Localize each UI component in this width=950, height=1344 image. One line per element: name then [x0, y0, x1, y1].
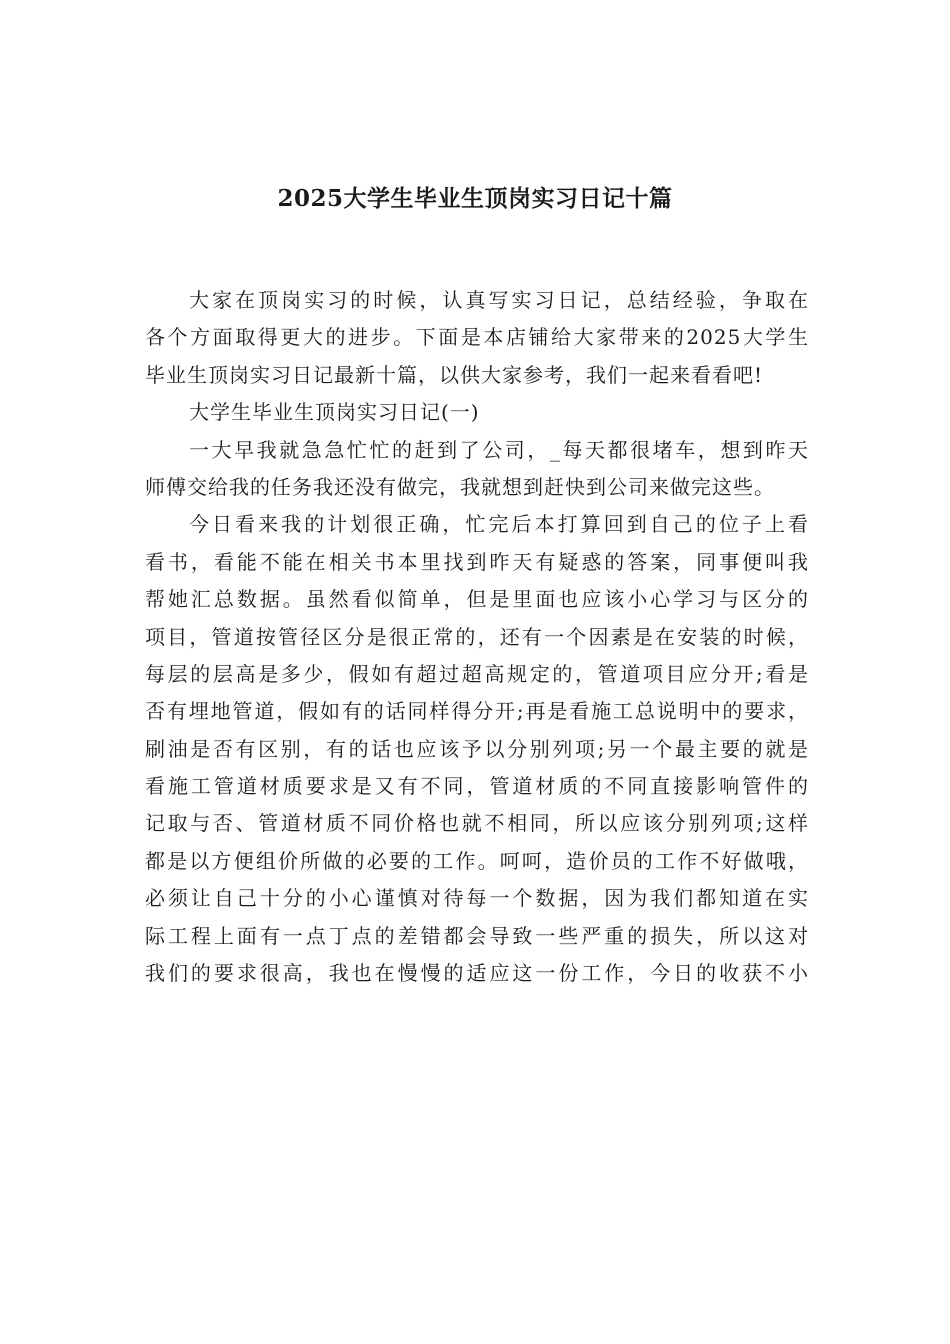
intro-paragraph-line-2: 各个方面取得更大的进步。下面是本店铺给大家带来的2025大学生: [145, 325, 809, 350]
paragraph-line: 项目，管道按管径区分是很正常的，还有一个因素是在安装的时候，: [145, 624, 809, 649]
paragraph-line: 际工程上面有一点丁点的差错都会导致一些严重的损失，所以这对: [145, 923, 809, 948]
document-body: [145, 282, 809, 992]
paragraph-line: 否有埋地管道，假如有的话同样得分开;再是看施工总说明中的要求，: [145, 699, 809, 724]
paragraph-line: 我们的要求很高，我也在慢慢的适应这一份工作，今日的收获不小: [145, 961, 809, 986]
paragraph-line: 都是以方便组价所做的必要的工作。呵呵，造价员的工作不好做哦，: [145, 848, 809, 873]
paragraph-line: 师傅交给我的任务我还没有做完，我就想到赶快到公司来做完这些。: [145, 474, 775, 499]
paragraph-line: 一大早我就急急忙忙的赶到了公司，_每天都很堵车，想到昨天: [189, 437, 809, 462]
paragraph-line: 看书，看能不能在相关书本里找到昨天有疑惑的答案，同事便叫我: [145, 549, 809, 574]
section-heading: 大学生毕业生顶岗实习日记(一): [189, 400, 480, 425]
intro-paragraph-line-3: 毕业生顶岗实习日记最新十篇，以供大家参考，我们一起来看看吧!: [145, 362, 764, 387]
paragraph-line: 看施工管道材质要求是又有不同，管道材质的不同直接影响管件的: [145, 774, 809, 799]
document-title: 2025大学生毕业生顶岗实习日记十篇: [277, 185, 673, 212]
intro-paragraph-line-1: 大家在顶岗实习的时候，认真写实习日记，总结经验，争取在: [189, 288, 809, 312]
paragraph-line: 帮她汇总数据。虽然看似简单，但是里面也应该小心学习与区分的: [145, 587, 809, 612]
paragraph-line: 记取与否、管道材质不同价格也就不相同，所以应该分别列项;这样: [145, 811, 809, 836]
paragraph-line: 每层的层高是多少，假如有超过超高规定的，管道项目应分开;看是: [145, 661, 809, 686]
paragraph-line: 必须让自己十分的小心谨慎对待每一个数据，因为我们都知道在实: [145, 886, 809, 911]
paragraph-line: 今日看来我的计划很正确，忙完后本打算回到自己的位子上看: [189, 512, 809, 537]
paragraph-line: 刷油是否有区别，有的话也应该予以分别列项;另一个最主要的就是: [145, 736, 809, 761]
